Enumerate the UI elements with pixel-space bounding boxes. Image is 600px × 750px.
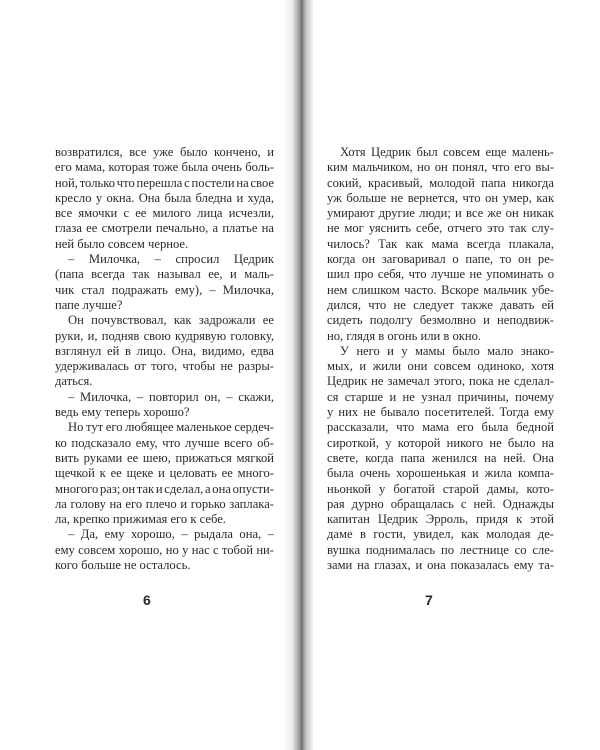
- text-line-row: [55, 160, 275, 175]
- text-line: ла голову на его плечо и горько заплака-: [55, 496, 274, 511]
- text-line: вушка поднималась по лестнице со сле-: [327, 542, 554, 557]
- text-line: (папа всегда так называл ее, и маль-: [55, 267, 274, 282]
- left-page-number: 6: [143, 592, 151, 608]
- text-line: рассказали, что мама его была бедной: [327, 420, 554, 435]
- text-line-row: [55, 252, 275, 267]
- text-line-row: [55, 329, 275, 344]
- text-line-row: [327, 451, 555, 466]
- text-line-row: [55, 558, 275, 573]
- text-line-row: [327, 145, 555, 160]
- text-line: кого больше не осталось.: [55, 558, 191, 573]
- text-line: Хотя Цедрик был совсем еще малень-: [340, 145, 554, 159]
- text-line-row: [327, 512, 555, 527]
- right-page-text: [327, 145, 555, 573]
- text-line: зами на глазах, и она показалась ему та-: [327, 558, 554, 573]
- text-line: ко подсказало ему, что лучше всего об-: [55, 435, 274, 450]
- text-line: уж больше не вернется, что он умер, как: [327, 190, 554, 205]
- text-line: у них не бывало посетителей. Тогда ему: [327, 405, 554, 420]
- text-line: взглянул ей в лицо. Она, видимо, едва: [55, 343, 274, 358]
- text-line: умирают другие люди; и все же он никак: [327, 206, 554, 221]
- text-line-row: [327, 283, 555, 298]
- text-line-row: [327, 374, 555, 389]
- text-line: ней было совсем черное.: [55, 236, 189, 251]
- text-line-row: [55, 436, 275, 451]
- text-line-row: [327, 160, 555, 175]
- text-line: – Да, ему хорошо, – рыдала она, –: [68, 527, 274, 542]
- text-line-row: [55, 283, 275, 298]
- text-line-row: [327, 221, 555, 236]
- text-line-row: [55, 543, 275, 558]
- text-line-row: [55, 206, 275, 221]
- text-line: вить руками ее шею, прижаться мягкой: [55, 450, 274, 465]
- text-line: ньонкой у богатой старой дамы, кото-: [327, 481, 554, 496]
- text-line: рая дурно обращалась с ней. Однажды: [327, 496, 554, 511]
- text-line-row: [55, 267, 275, 282]
- text-line: чик стал подражать ему), – Милочка,: [55, 282, 274, 297]
- text-line-row: [55, 313, 275, 328]
- text-line: шил про себя, что лучше не упоминать о: [327, 267, 554, 282]
- text-line: руки, и, подняв свою кудрявую головку,: [55, 328, 274, 343]
- text-line-row: [55, 527, 275, 542]
- text-line: папе лучше?: [55, 297, 123, 312]
- text-line: мых, и жили они совсем одиноко, хотя: [327, 359, 554, 374]
- text-line-row: [55, 145, 275, 160]
- text-line-row: [55, 497, 275, 512]
- text-line-row: [55, 176, 275, 191]
- text-line: возвратился, все уже было кончено, и: [55, 145, 274, 159]
- text-line: глаза ее смотрели печально, а платье на: [55, 221, 274, 236]
- text-line: все ямочки с ее милого лица исчезли,: [55, 206, 274, 221]
- text-line: ведь ему теперь хорошо?: [55, 405, 190, 420]
- text-line-row: [327, 466, 555, 481]
- text-line-row: [55, 390, 275, 405]
- text-line: У него и у мамы было мало знако-: [340, 343, 554, 358]
- text-line: ся старше и не узнал причины, почему: [327, 389, 554, 404]
- book-gutter-shadow: [283, 0, 313, 750]
- text-line-row: [55, 466, 275, 481]
- text-line: нем слишком часто. Вскоре мальчик убе-: [327, 282, 554, 297]
- text-line-row: [327, 329, 555, 344]
- text-line-row: [55, 374, 275, 389]
- text-line: сидеть подолгу безмолвно и неподвиж-: [327, 313, 554, 328]
- text-line: не мог уяснить себе, отчего это так слу-: [327, 221, 554, 236]
- text-line-row: [55, 298, 275, 313]
- text-line: была очень хорошенькая и жила компа-: [327, 466, 554, 481]
- text-line: многого раз; он так и сделал, а она опусти-: [55, 481, 274, 496]
- text-line: даться.: [55, 374, 93, 389]
- text-line-row: [327, 344, 555, 359]
- text-line: сокий, красивый, молодой папа никогда: [327, 175, 554, 190]
- text-line-row: [55, 221, 275, 236]
- text-line-row: [55, 451, 275, 466]
- text-line-row: [327, 482, 555, 497]
- text-line: ной, только что перешла с постели на свое: [55, 175, 274, 190]
- left-page-text: [55, 145, 275, 573]
- text-line-row: [327, 298, 555, 313]
- text-line: Цедрик не замечал этого, пока не сделал-: [327, 374, 554, 389]
- text-line-row: [55, 344, 275, 359]
- text-line: ла, крепко прижимая его к себе.: [55, 512, 226, 527]
- text-line-row: [327, 543, 555, 558]
- text-line-row: [55, 405, 275, 420]
- text-line: удерживалась от того, чтобы не разры-: [55, 359, 274, 374]
- text-line: капитан Цедрик Эрроль, придя к этой: [327, 512, 554, 527]
- text-line-row: [327, 206, 555, 221]
- text-line: его мама, которая тоже была очень боль-: [55, 160, 274, 175]
- text-line-row: [55, 482, 275, 497]
- text-line-row: [327, 359, 555, 374]
- text-line: но, глядя в огонь или в окно.: [327, 328, 482, 343]
- text-line: ким мальчиком, но он понял, что его вы-: [327, 160, 554, 175]
- text-line-row: [327, 252, 555, 267]
- text-line: когда он заговаривал о папе, то он ре-: [327, 252, 554, 267]
- text-line: – Милочка, – спросил Цедрик: [68, 252, 274, 267]
- text-line-row: [55, 420, 275, 435]
- text-line: сироткой, у которой никого не было на: [327, 435, 554, 450]
- text-line: свете, когда папа женился на ней. Она: [327, 450, 554, 465]
- text-line-row: [327, 558, 555, 573]
- text-line-row: [327, 390, 555, 405]
- text-line-row: [55, 237, 275, 252]
- text-line-row: [327, 527, 555, 542]
- text-line: щечкой к ее щеке и целовать ее много-: [55, 466, 274, 481]
- text-line: ему совсем хорошо, но у нас с тобой ни-: [55, 542, 274, 557]
- text-line-row: [327, 436, 555, 451]
- text-line-row: [55, 191, 275, 206]
- text-line: чилось? Так как мама всегда плакала,: [327, 236, 554, 251]
- right-page-number: 7: [425, 592, 433, 608]
- text-line: Но тут его любящее маленькое сердеч-: [68, 420, 274, 435]
- text-line: дился, что не следует также давать ей: [327, 297, 554, 312]
- text-line-row: [327, 267, 555, 282]
- text-line-row: [327, 176, 555, 191]
- text-line-row: [327, 237, 555, 252]
- text-line-row: [327, 313, 555, 328]
- text-line: кресло у окна. Она была бледна и худа,: [55, 190, 274, 205]
- text-line-row: [55, 512, 275, 527]
- text-line: даме в гости, увидел, как молодая де-: [327, 527, 554, 542]
- text-line-row: [327, 191, 555, 206]
- text-line-row: [327, 405, 555, 420]
- text-line-row: [327, 497, 555, 512]
- text-line-row: [55, 359, 275, 374]
- text-line-row: [327, 420, 555, 435]
- text-line: – Милочка, – повторил он, – скажи,: [68, 389, 274, 404]
- text-line: Он почувствовал, как задрожали ее: [68, 313, 274, 328]
